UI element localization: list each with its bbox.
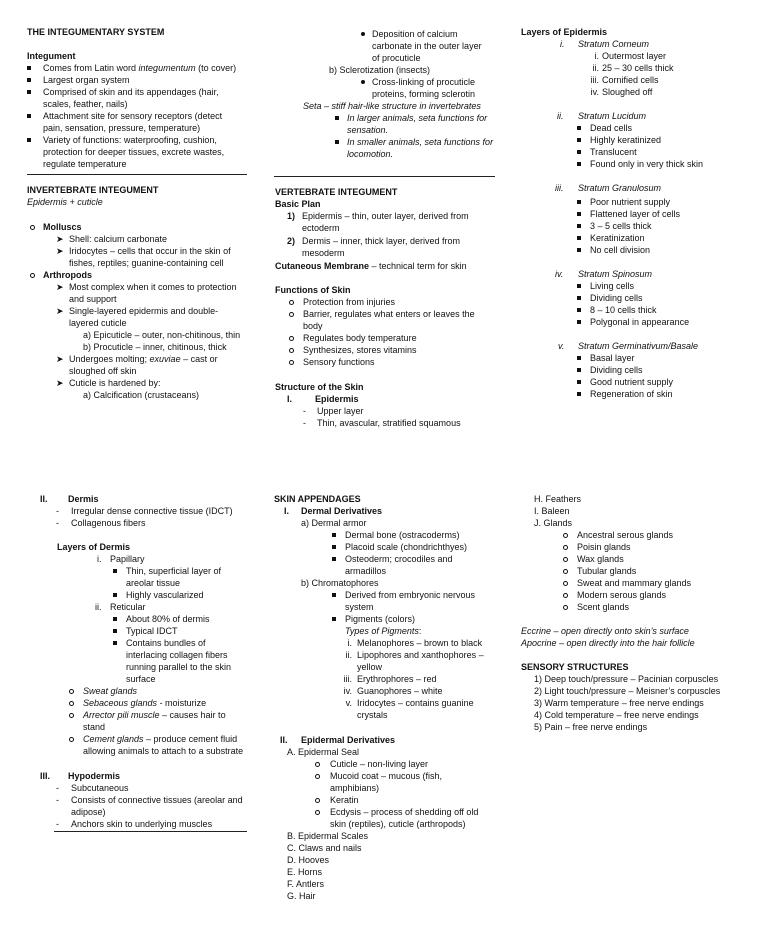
list-item: Deposition of calcium carbonate in the outer layer of procuticle [275, 28, 497, 64]
list-item: Derived from embryonic nervous system [332, 589, 495, 613]
glands-list [521, 529, 751, 613]
list-item: iii. Cornified cells [590, 75, 659, 85]
epidermis-heading: I. Epidermis [287, 394, 359, 404]
invertebrate-subheading: Epidermis + cuticle [27, 197, 103, 207]
list-item: Barrier, regulates what enters or leaves the body [275, 308, 500, 332]
list-item: - Irregular dense connective tissue (IDCT) [56, 506, 233, 516]
list-item: 3 – 5 cells thick [577, 220, 757, 232]
list-item: Polygonal in appearance [577, 316, 757, 328]
armor-list [332, 529, 482, 577]
stratum-germinativum: v. Stratum Germinativum/Basale [558, 341, 699, 351]
list-item: Ecdysis – process of shedding off old skin (reptiles), cuticle (arthropods) [274, 806, 504, 830]
list-item: Highly vascularized [113, 589, 246, 601]
dermis-glands-list [27, 685, 252, 757]
list-item: Regeneration of skin [577, 388, 757, 400]
list-item: Basal layer [577, 352, 757, 364]
types-of-pigments: Types of Pigments: [345, 626, 422, 636]
list-item: Sensory functions [275, 356, 500, 368]
list-item: About 80% of dermis [113, 613, 256, 625]
chromatophores: b) Chromatophores [301, 578, 379, 588]
list-item: Poisin glands [521, 541, 751, 553]
list-item: Attachment site for sensory receptors (detect pain, sensation, pressure, temperature) [27, 110, 252, 134]
hypodermis-heading: III. Hypodermis [40, 771, 121, 781]
list-item: Osteoderm; crocodiles and armadillos [332, 553, 482, 577]
germinativum-list [577, 352, 757, 400]
list-item: ➤ Shell: calcium carbonate [56, 234, 168, 244]
list-item: Poor nutrient supply [577, 196, 757, 208]
cutaneous-membrane: Cutaneous Membrane – technical term for skin [275, 261, 467, 271]
list-item: 1) Epidermis – thin, outer layer, derived from ectoderm [287, 211, 469, 233]
list-item: Sebaceous glands - moisturize [27, 697, 252, 709]
list-item: a) Epicuticle – outer, non-chitinous, thin [83, 330, 241, 340]
functions-list [275, 296, 500, 368]
spinosum-list [577, 280, 757, 328]
section-divider [274, 176, 494, 177]
list-item: - Upper layer [303, 406, 364, 416]
stratum-corneum: i. Stratum Corneum [560, 39, 650, 49]
list-item: In smaller animals, seta functions for locomotion. [335, 136, 507, 160]
list-item: Comes from Latin word integumentum (to cover) [27, 62, 252, 74]
list-item: H. Feathers [534, 494, 582, 504]
appendages-heading: SKIN APPENDAGES [274, 494, 361, 504]
list-item: Scent glands [521, 601, 751, 613]
list-item: Keratinization [577, 232, 757, 244]
list-item: Dead cells [577, 122, 757, 134]
list-item: Synthesizes, stores vitamins [275, 344, 500, 356]
list-item: Good nutrient supply [577, 376, 757, 388]
layers-dermis-heading: Layers of Dermis [57, 542, 131, 552]
list-item: ii. 25 – 30 cells thick [592, 63, 674, 73]
list-item: Dividing cells [577, 292, 757, 304]
seal-list [274, 758, 504, 830]
page-title: THE INTEGUMENTARY SYSTEM [27, 27, 165, 37]
list-item: In larger animals, seta functions for sensation. [335, 112, 507, 136]
list-item: C. Claws and nails [287, 843, 362, 853]
list-item: i. Outermost layer [594, 51, 667, 61]
list-item: - Consists of connective tissues (areolar and adipose) [56, 795, 243, 817]
list-item: 5) Pain – free nerve endings [534, 722, 648, 732]
list-item: iv. Sloughed off [590, 87, 653, 97]
epidermal-seal: A. Epidermal Seal [287, 747, 360, 757]
epidermal-derivatives-heading: II. Epidermal Derivatives [280, 735, 396, 745]
list-item: Thin, superficial layer of areolar tissue [113, 565, 246, 589]
list-item: Mucoid coat – mucous (fish, amphibians) [274, 770, 504, 794]
list-item: 2) Light touch/pressure – Meisner’s corpuscles [534, 686, 721, 696]
layers-epidermis-heading: Layers of Epidermis [521, 27, 608, 37]
dermal-derivatives-heading: I. Dermal Derivatives [284, 506, 383, 516]
list-item: Arthropods [27, 269, 252, 281]
stratum-granulosum: iii. Stratum Granulosum [555, 183, 662, 193]
list-item: Ancestral serous glands [521, 529, 751, 541]
list-item: E. Horns [287, 867, 323, 877]
list-item: ii. Lipophores and xanthophores – [345, 650, 484, 660]
list-item: 1) Deep touch/pressure – Pacinian corpuscles [534, 674, 719, 684]
list-item: Highly keratinized [577, 134, 757, 146]
list-item: Molluscs [27, 221, 252, 233]
invertebrate-list [27, 221, 252, 401]
list-item: ➤ Most complex when it comes to protection and support [56, 282, 237, 304]
eccrine-note: Eccrine – open directly onto skin’s surface [521, 626, 689, 636]
list-item: 4) Cold temperature – free nerve endings [534, 710, 699, 720]
vertebrate-heading: VERTEBRATE INTEGUMENT [275, 187, 398, 197]
list-item: 3) Warm temperature – free nerve endings [534, 698, 704, 708]
list-item: - Subcutaneous [56, 783, 129, 793]
list-item: Translucent [577, 146, 757, 158]
section-divider [27, 174, 247, 175]
list-item: J. Glands [534, 518, 573, 528]
list-item: ➤ Single-layered epidermis and double- layered cuticle [56, 306, 219, 328]
list-item: iv. Guanophores – white [343, 686, 443, 696]
list-item: Keratin [274, 794, 504, 806]
list-item: v. Iridocytes – contains guanine [345, 698, 474, 708]
list-item: Sweat glands [27, 685, 252, 697]
list-item: Wax glands [521, 553, 751, 565]
appendage-letters [534, 493, 581, 529]
list-item: Cuticle – non-living layer [274, 758, 504, 770]
list-item: ➤ Iridocytes – cells that occur in the skin of fishes, reptiles; guanine-containing cell [56, 246, 231, 268]
list-item: b) Procuticle – inner, chitinous, thick [83, 342, 227, 352]
corneum-list [521, 50, 674, 98]
list-item: Tubular glands [521, 565, 751, 577]
sclerotization-item: b) Sclerotization (insects) [329, 65, 431, 75]
list-item: 8 – 10 cells thick [577, 304, 757, 316]
list-item: Placoid scale (chondrichthyes) [332, 541, 482, 553]
list-item: - Anchors skin to underlying muscles [56, 819, 213, 829]
list-item: Living cells [577, 280, 757, 292]
integument-list [27, 62, 252, 170]
list-item: Protection from injuries [275, 296, 500, 308]
list-item: Flattened layer of cells [577, 208, 757, 220]
list-item: Comprised of skin and its appendages (hair, scales, feather, nails) [27, 86, 252, 110]
list-item: iii. Erythrophores – red [343, 674, 437, 684]
list-item: - Thin, avascular, stratified squamous [303, 418, 461, 428]
section-divider [54, 831, 247, 832]
list-item: Found only in very thick skin [577, 158, 757, 170]
list-item: Contains bundles of interlacing collagen fibers running parallel to the skin surface [113, 637, 261, 685]
list-item: No cell division [577, 244, 757, 256]
functions-heading: Functions of Skin [275, 285, 351, 295]
list-item: B. Epidermal Scales [287, 831, 369, 841]
list-item: ➤ Undergoes molting; exuviae – cast or sloughed off skin [56, 354, 218, 376]
list-item: I. Baleen [534, 506, 570, 516]
list-item: i. Melanophores – brown to black [347, 638, 483, 648]
integument-heading: Integument [27, 51, 76, 61]
list-item: 2) Dermis – inner, thick layer, derived from mesoderm [287, 236, 461, 258]
stratum-lucidum: ii. Stratum Lucidum [557, 111, 647, 121]
list-item: Cement glands – produce cement fluid allowing animals to attach to a substrate [27, 733, 252, 757]
list-item: D. Hooves [287, 855, 330, 865]
lucidum-list [577, 122, 757, 170]
invertebrate-heading: INVERTEBRATE INTEGUMENT [27, 185, 159, 195]
epidermal-letters [287, 830, 368, 902]
pigments-list [274, 637, 509, 721]
list-item: a) Calcification (crustaceans) [83, 390, 200, 400]
list-item: Sweat and mammary glands [521, 577, 751, 589]
list-item: Regulates body temperature [275, 332, 500, 344]
list-item: yellow [357, 662, 383, 672]
reticular-heading: ii. Reticular [95, 602, 146, 612]
list-item: ➤ Cuticle is hardened by: [56, 378, 161, 388]
list-item: Dermal bone (ostracoderms) [332, 529, 482, 541]
papillary-heading: i. Papillary [97, 554, 145, 564]
list-item: Variety of functions: waterproofing, cushion, protection for deeper tissues, excrete wastes, regulate temperature [27, 134, 252, 170]
list-item: G. Hair [287, 891, 316, 901]
sensory-list [534, 673, 720, 733]
list-item: Largest organ system [27, 74, 252, 86]
list-item: Cross-linking of procuticle proteins, forming sclerotin [275, 76, 497, 100]
list-item: - Collagenous fibers [56, 518, 146, 528]
list-item: Modern serous glands [521, 589, 751, 601]
dermal-armor: a) Dermal armor [301, 518, 367, 528]
stratum-spinosum: iv. Stratum Spinosum [555, 269, 653, 279]
apocrine-note: Apocrine – open directly into the hair follicle [521, 638, 695, 648]
list-item: F. Antlers [287, 879, 325, 889]
list-item: Arrector pili muscle – causes hair to stand [27, 709, 252, 733]
sensory-heading: SENSORY STRUCTURES [521, 662, 629, 672]
list-item: Typical IDCT [113, 625, 256, 637]
granulosum-list [577, 196, 757, 256]
basic-plan-heading: Basic Plan [275, 199, 321, 209]
list-item: crystals [357, 710, 388, 720]
structure-heading: Structure of the Skin [275, 382, 364, 392]
list-item: Pigments (colors) [332, 613, 495, 625]
dermis-heading: II. Dermis [40, 494, 99, 504]
list-item: Dividing cells [577, 364, 757, 376]
seta-definition: Seta – stiff hair-like structure in invertebrates [303, 101, 481, 111]
